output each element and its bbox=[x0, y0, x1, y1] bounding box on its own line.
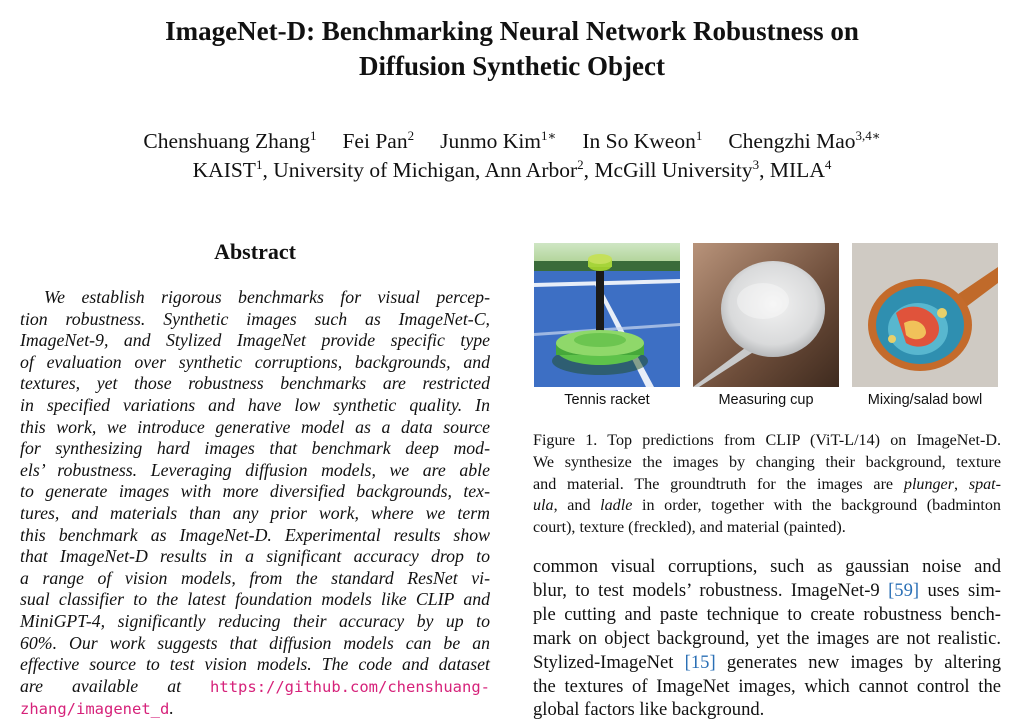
body-paragraph bbox=[533, 555, 1001, 722]
body-line bbox=[533, 698, 1001, 722]
body-text: generates new images by altering bbox=[715, 651, 1002, 673]
body-text: blur, to test models’ robustness. ImageNet-9 bbox=[533, 579, 889, 601]
caption-text: and material. The groundtruth for the images are bbox=[533, 475, 904, 493]
affiliation-mark: 3 bbox=[752, 157, 760, 172]
body-text: common visual corruptions, such as gaussian noise and bbox=[533, 556, 1001, 577]
abstract-line: textures, yet those robustness benchmarks are restricted bbox=[20, 373, 490, 394]
body-text: Stylized-ImageNet bbox=[533, 651, 685, 673]
abstract-line: effective source to test vision models. The code and dataset bbox=[20, 654, 490, 675]
body-line bbox=[533, 579, 1001, 603]
author-3 bbox=[440, 129, 556, 153]
author-name: Chenshuang Zhang bbox=[143, 129, 310, 153]
author-name: Fei Pan bbox=[342, 129, 408, 153]
author-2 bbox=[342, 129, 414, 153]
title-line-1: ImageNet-D: Benchmarking Neural Network Robustness on bbox=[165, 16, 859, 46]
caption-text: , bbox=[953, 475, 969, 493]
abstract-line: that ImageNet-D results in a significant accuracy drop to bbox=[20, 546, 490, 567]
abstract-line: tures, and materials than any prior work, where we term bbox=[20, 502, 490, 523]
caption-text: , and bbox=[553, 497, 601, 515]
figure-label-2: Measuring cup bbox=[718, 392, 814, 408]
body-line bbox=[533, 675, 1001, 699]
author-block bbox=[0, 127, 1024, 185]
affiliation-mark: 4 bbox=[824, 157, 832, 172]
body-text: mark on object background, yet the images are not realistic. bbox=[533, 627, 1001, 649]
abstract-line: els’ robustness. Leveraging diffusion models, we are able bbox=[20, 459, 490, 480]
abstract-text: . bbox=[169, 698, 174, 719]
author-5 bbox=[728, 129, 880, 153]
caption-line bbox=[533, 517, 1001, 539]
caption-line bbox=[533, 430, 1001, 452]
author-name: Chengzhi Mao bbox=[728, 129, 856, 153]
body-text: global factors like background. bbox=[533, 699, 765, 721]
caption-line bbox=[533, 474, 1001, 496]
code-link[interactable]: https://github.com/chenshuang- bbox=[210, 677, 490, 696]
abstract-line: to generate images with more diversified backgrounds, tex- bbox=[20, 481, 490, 502]
affiliation-4: MILA bbox=[769, 158, 825, 182]
author-name: Junmo Kim bbox=[440, 129, 542, 153]
figure-label-3: Mixing/salad bowl bbox=[867, 392, 983, 408]
abstract-line: 60%. Our work suggests that diffusion models can be an bbox=[20, 632, 490, 653]
citation-link[interactable]: [15] bbox=[684, 651, 716, 673]
caption-text: Figure 1. Top predictions from CLIP (ViT-L/14) on ImageNet-D. bbox=[533, 432, 1001, 449]
caption-line bbox=[533, 452, 1001, 474]
caption-text: court), texture (freckled), and material (painted). bbox=[533, 519, 846, 537]
author-list bbox=[0, 127, 1024, 156]
abstract-line: in specified variations and have low synthetic quality. In bbox=[20, 394, 490, 415]
affiliation-mark: 2 bbox=[577, 157, 584, 172]
abstract-line: ImageNet-9, and Stylized ImageNet provide specific type bbox=[20, 330, 490, 351]
figure-image-plunger bbox=[534, 243, 680, 387]
body-line bbox=[533, 603, 1001, 627]
paper-title bbox=[0, 14, 1024, 84]
affiliation-mark: 1 bbox=[255, 157, 263, 172]
author-affiliation-mark: 2 bbox=[407, 128, 415, 143]
caption-line bbox=[533, 495, 1001, 517]
abstract-body bbox=[20, 287, 490, 721]
abstract-line: MiniGPT-4, significantly reducing their accuracy by up to bbox=[20, 610, 490, 631]
abstract-line: tion robustness. Synthetic images such as ImageNet-C, bbox=[20, 308, 490, 329]
abstract-text: are available at bbox=[20, 675, 211, 696]
figure-label-1: Tennis racket bbox=[564, 392, 650, 408]
abstract-line: a range of vision models, from the standard ResNet vi- bbox=[20, 567, 490, 588]
body-line bbox=[533, 627, 1001, 651]
abstract-line bbox=[20, 676, 490, 699]
author-1 bbox=[143, 129, 316, 153]
author-affiliation-mark: 3,4∗ bbox=[855, 128, 881, 143]
caption-italic-term: ula bbox=[533, 497, 554, 515]
body-text: ple cutting and paste technique to create robustness bench- bbox=[533, 603, 1001, 625]
figure-caption bbox=[533, 430, 1001, 539]
author-4 bbox=[582, 129, 702, 153]
abstract-line: sual classifier to the latest foundation models like CLIP and bbox=[20, 589, 490, 610]
author-affiliation-mark: 1 bbox=[695, 128, 703, 143]
author-name: In So Kweon bbox=[582, 129, 696, 153]
caption-text: We synthesize the images by changing their background, texture bbox=[533, 453, 1001, 471]
abstract-line: of evaluation over synthetic corruptions, backgrounds, and bbox=[20, 351, 490, 372]
citation-link[interactable]: [59] bbox=[888, 579, 920, 601]
title-line-2: Diffusion Synthetic Object bbox=[359, 51, 665, 81]
caption-italic-term: spat- bbox=[968, 475, 1001, 493]
body-line bbox=[533, 651, 1001, 675]
caption-italic-term: ladle bbox=[600, 497, 633, 515]
abstract-line: for synthesizing hard images that benchmark deep mod- bbox=[20, 438, 490, 459]
affiliation-3: McGill University bbox=[594, 158, 753, 182]
abstract-heading: Abstract bbox=[214, 239, 296, 264]
author-affiliation-mark: 1 bbox=[309, 128, 317, 143]
body-line bbox=[533, 555, 1001, 579]
body-text: uses sim- bbox=[919, 579, 1002, 601]
code-link-continued[interactable]: zhang/imagenet_d bbox=[20, 700, 170, 719]
figure-image-ladle bbox=[852, 243, 998, 387]
caption-italic-term: plunger bbox=[903, 475, 954, 493]
abstract-line bbox=[20, 698, 490, 721]
affiliation-1: KAIST bbox=[192, 158, 256, 182]
affiliation-list: KAIST$^1$, University of Michigan, Ann Arbor$^2$, McGill University$^3$, MILA$^4$ bbox=[192, 157, 832, 182]
caption-text: in order, together with the background (badminton bbox=[632, 497, 1001, 515]
body-text: the textures of ImageNet images, which cannot control the bbox=[533, 675, 1001, 697]
abstract-line: We establish rigorous benchmarks for visual percep- bbox=[44, 287, 490, 307]
abstract-line: this work, we introduce generative model as a data source bbox=[20, 416, 490, 437]
affiliation-2: University of Michigan, Ann Arbor bbox=[273, 158, 578, 182]
author-affiliation-mark: 1∗ bbox=[541, 128, 557, 143]
abstract-line: this benchmark as ImageNet-D. Experimental results show bbox=[20, 524, 490, 545]
figure-image-spatula bbox=[693, 243, 839, 387]
